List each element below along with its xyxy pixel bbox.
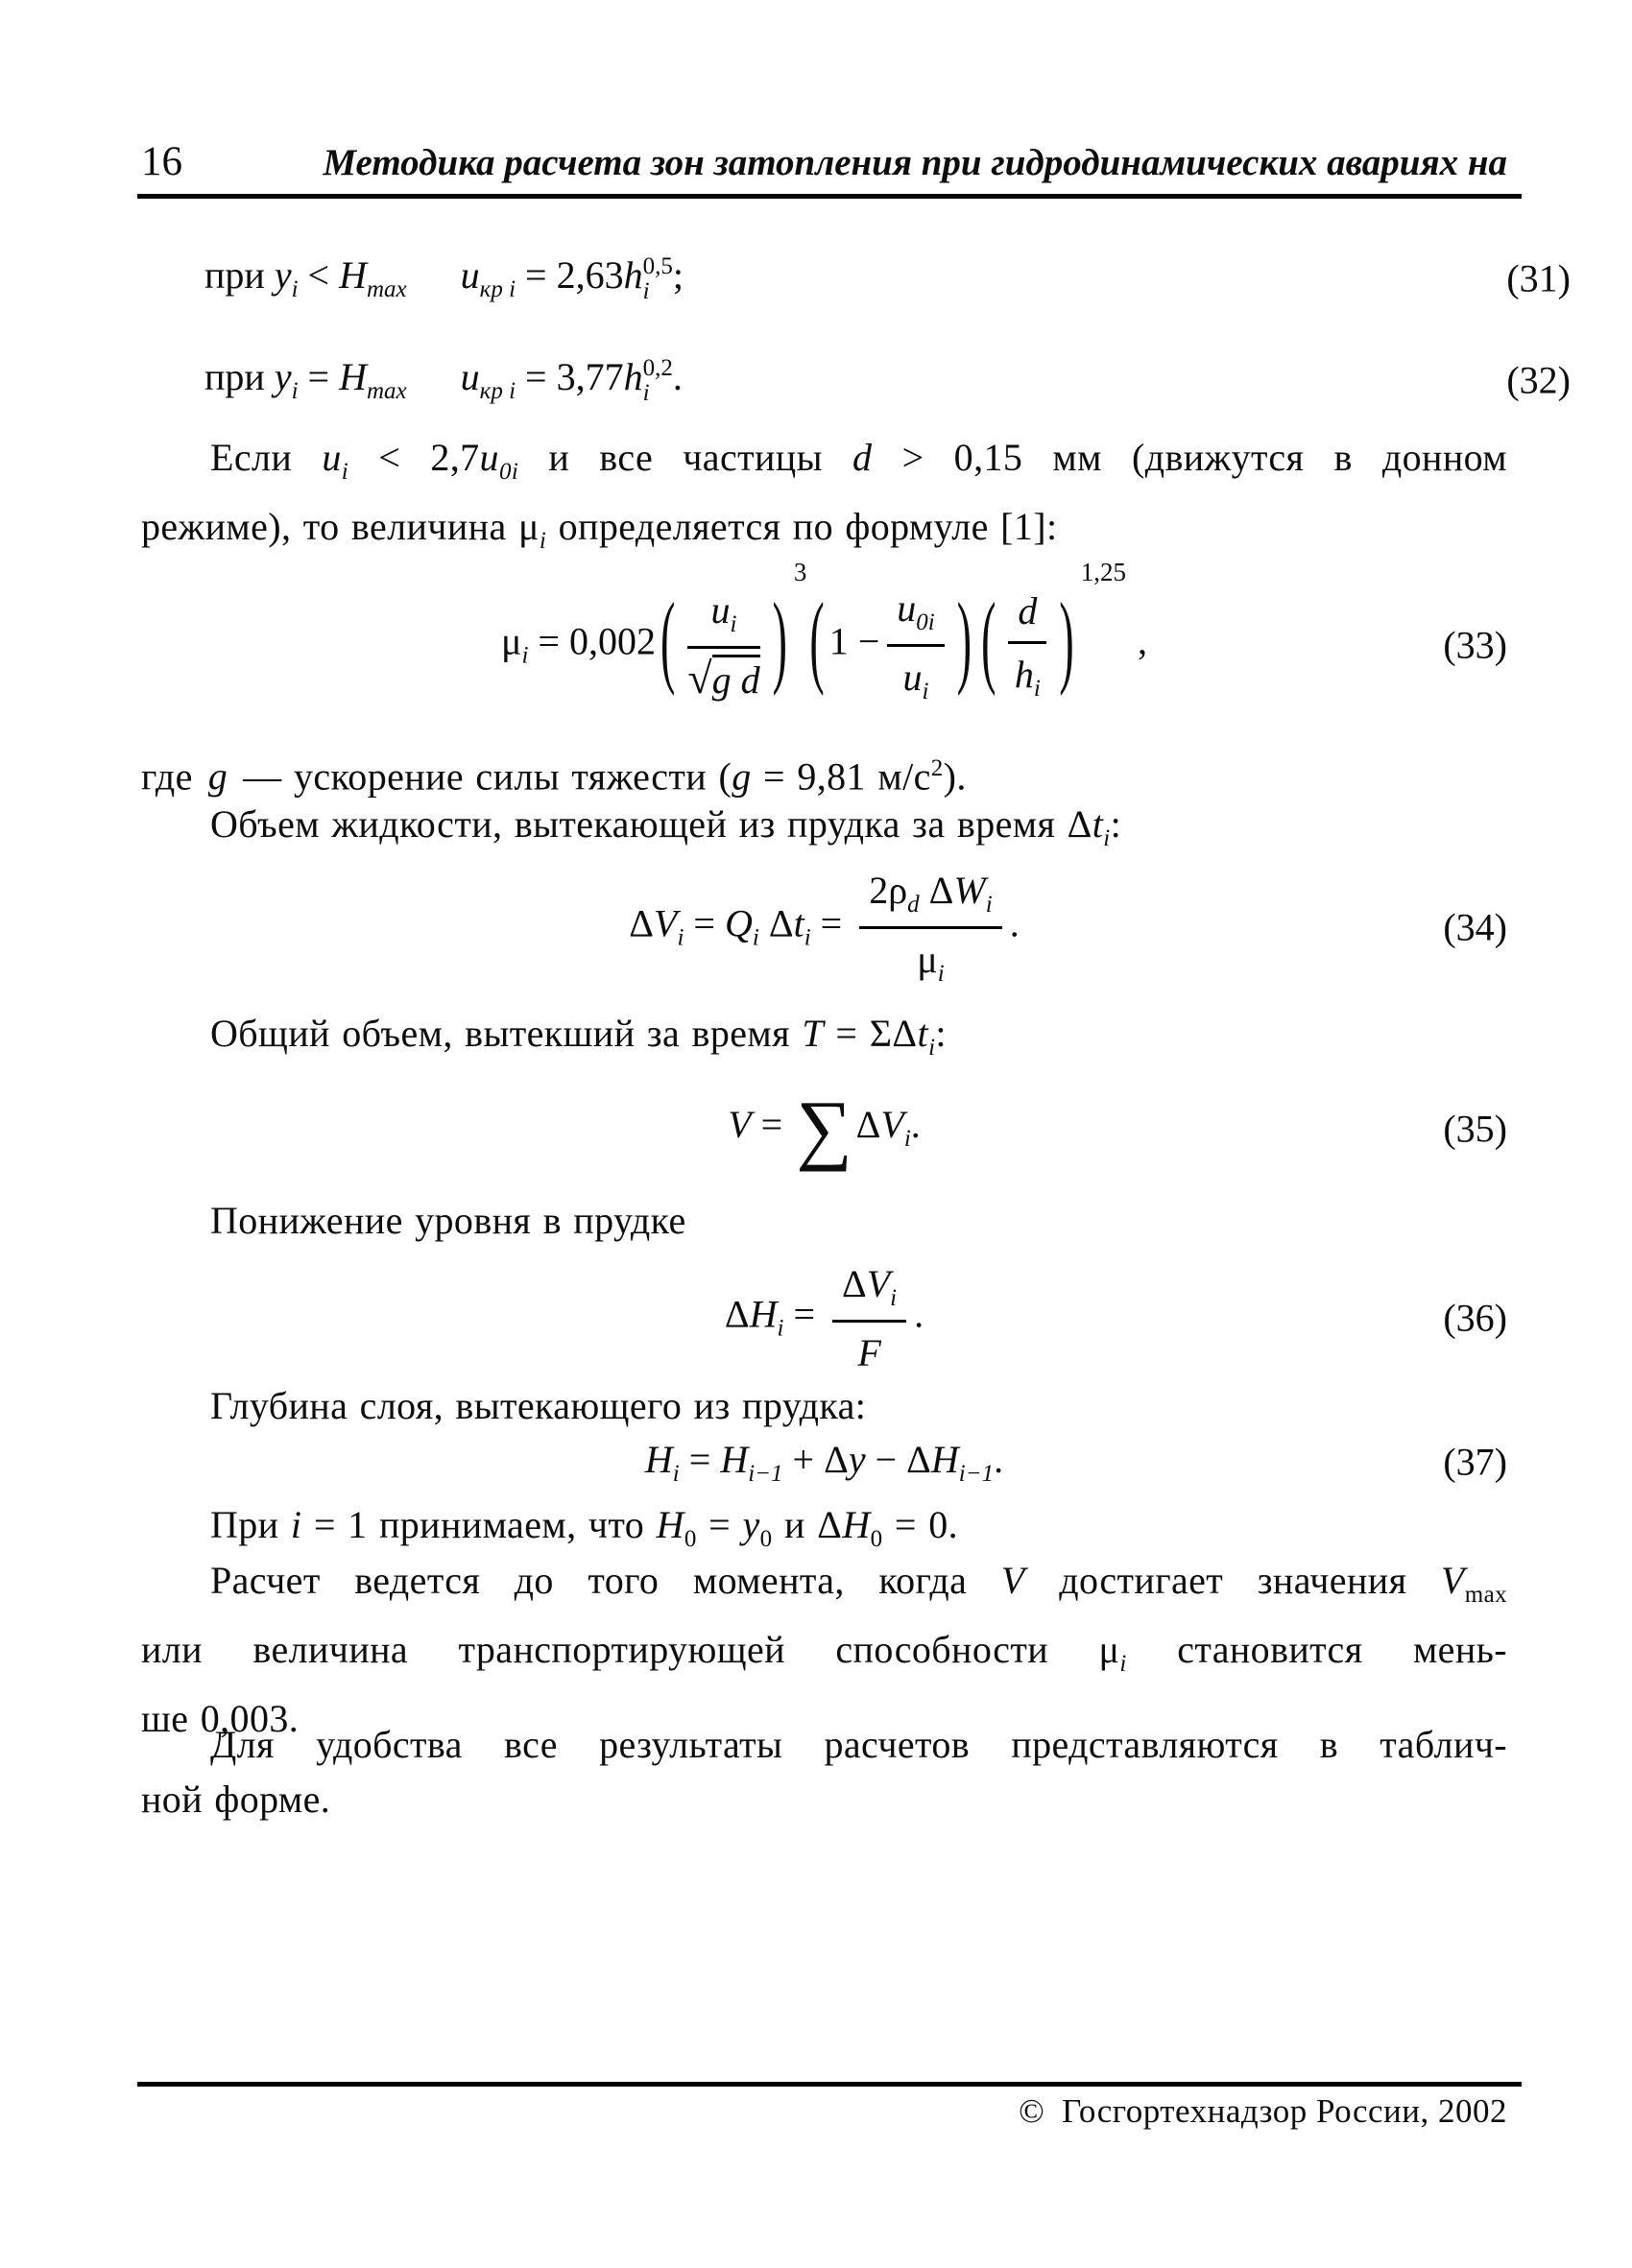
summation-sign: ∑ [796, 1085, 852, 1173]
superscript: 0,2 [642, 354, 673, 381]
equation-32 [141, 330, 1571, 430]
copyright-icon: © [1019, 2092, 1045, 2130]
punctuation: , [1137, 619, 1147, 663]
subscript: max [1464, 1582, 1508, 1608]
var: g [732, 754, 752, 799]
subscript: 0 [759, 1526, 773, 1552]
equation-37 [141, 1424, 1507, 1499]
radical-sign: √ [687, 654, 712, 703]
paragraph-total-volume [141, 1006, 1507, 1075]
equation-36 [141, 1255, 1507, 1380]
punctuation: . [914, 1292, 924, 1336]
var: u [460, 253, 480, 298]
sup-sub-stack [643, 356, 673, 406]
var: h [623, 355, 643, 399]
delta: Δ [892, 1012, 918, 1055]
text-line: Объем жидкости, вытекающей из прудка за время $\Delta t_i$: [210, 802, 1122, 851]
formula [204, 252, 684, 304]
operator: < [298, 253, 340, 298]
page-footer [141, 2092, 1507, 2131]
formula [728, 1085, 921, 1173]
var: V [654, 901, 678, 945]
big-paren: ( [660, 581, 676, 697]
paragraph-gravity [141, 741, 1507, 803]
subscript: i [341, 459, 349, 485]
fraction [687, 587, 759, 703]
formula [204, 354, 683, 406]
operator: = [516, 253, 557, 298]
subscript: кр i [479, 276, 516, 303]
page-header [141, 138, 1507, 185]
subscript: кр i [479, 378, 516, 405]
formula [629, 868, 1019, 988]
subscript: i [1119, 1651, 1127, 1677]
delta: Δ [855, 1103, 881, 1147]
text-line: Для удобства все результаты расчетов представляются в таблич- [210, 1723, 1507, 1766]
operator: = [298, 355, 340, 399]
var: y [848, 1437, 866, 1481]
text-line: Понижение уровня в прудке [210, 1199, 686, 1242]
big-paren: ) [1059, 581, 1074, 697]
subscript: i [291, 276, 299, 303]
fraction-numerator: d [1008, 588, 1046, 644]
superscript: 2 [930, 755, 944, 781]
text-line: Глубина слоя, вытекающего из прудка: [210, 1384, 867, 1427]
subscript: 0 [870, 1526, 883, 1552]
equation-number: (36) [1443, 1296, 1507, 1340]
equation-number: (33) [1443, 623, 1507, 667]
var: h [623, 253, 643, 298]
text-line: Расчет ведется до того момента, когда V достигает значения $V_{max}$ [210, 1559, 1508, 1608]
text-run: при [204, 253, 275, 298]
coefficient: 3,77 [556, 355, 624, 399]
subscript: i [928, 1035, 936, 1061]
subscript: i−1 [958, 1460, 995, 1487]
delta: Δ [629, 901, 655, 945]
subscript: i−1 [748, 1460, 783, 1487]
fraction-denominator: $u_i$ [902, 655, 929, 704]
running-title: Методика расчета зон затопления при гидродинамических авариях на [323, 142, 1507, 183]
var: u [460, 355, 480, 399]
var: i [290, 1503, 302, 1546]
fraction-denominator: $h_i$ [1014, 652, 1041, 702]
radicand: g d [712, 655, 760, 702]
sigma: Σ [869, 1012, 893, 1055]
formula [645, 1437, 1003, 1488]
subscript: i [677, 924, 684, 951]
subscript: max [366, 276, 407, 303]
fraction-denominator: $\mu_i$ [917, 937, 945, 987]
header-rule [137, 194, 1522, 199]
delta: Δ [724, 1292, 750, 1336]
var: y [742, 1503, 760, 1546]
subscript: 0 [684, 1526, 697, 1552]
operator: = 0,002 [528, 619, 656, 663]
var: t [793, 901, 804, 945]
operator: = [516, 355, 557, 399]
subscript: i [642, 379, 650, 406]
equation-number: (32) [1506, 358, 1571, 402]
paragraph-table-note [141, 1717, 1507, 1826]
subscript: i [291, 378, 299, 405]
var: μ [1098, 1628, 1120, 1671]
formula [725, 1261, 924, 1375]
equation-35 [141, 1071, 1507, 1186]
fraction-numerator: $u_{0i}$ [887, 585, 944, 647]
punctuation: . [1009, 901, 1020, 945]
exponent: 1,25 [1080, 557, 1126, 586]
subscript: i [539, 528, 547, 554]
operator: = [679, 1437, 721, 1481]
var: y [274, 355, 292, 399]
text-line: где g — ускорение силы тяжести (g = 9,81 $м/с^2$). [141, 754, 967, 799]
var: H [644, 1437, 673, 1481]
punctuation: . [994, 1437, 1004, 1481]
text-line: ше 0,003. [141, 1697, 300, 1740]
text-line: Если $u_i < 2,7u_{0i}$ и все частицы d > 0,15 мм (движутся в донном [210, 436, 1507, 485]
fraction [859, 868, 1001, 988]
var: H [842, 1503, 871, 1546]
var: H [656, 1503, 684, 1546]
subscript: i [937, 960, 945, 987]
fraction [1008, 588, 1046, 703]
big-paren: ( [981, 581, 996, 697]
text-run: при [204, 355, 275, 399]
var: H [930, 1437, 959, 1481]
subscript: i [752, 924, 759, 951]
fraction [832, 1261, 906, 1375]
subscript: i [1103, 825, 1111, 851]
fraction-denominator [687, 649, 759, 703]
var: t [1092, 802, 1104, 846]
subscript: i [642, 277, 650, 304]
equation-number: (31) [1506, 256, 1571, 300]
fraction [887, 585, 944, 705]
paragraph-level-drop [141, 1193, 1507, 1248]
subscript: i [985, 891, 993, 918]
operator: = [751, 1103, 793, 1147]
equation-number: (34) [1443, 905, 1507, 949]
text-line: ной форме. [141, 1778, 331, 1821]
operator: = [810, 901, 852, 945]
formula [501, 557, 1147, 705]
var: V [728, 1103, 752, 1147]
subscript: 0i [498, 459, 519, 485]
subscript: max [366, 378, 407, 405]
delta: Δ [1067, 802, 1092, 846]
exponent: 3 [793, 557, 807, 586]
var: d [852, 436, 873, 479]
subscript: i [777, 1315, 784, 1342]
var: H [339, 355, 367, 399]
var: T [802, 1012, 824, 1055]
operator: − Δ [865, 1437, 931, 1481]
operator: = [684, 901, 725, 945]
big-paren: ( [809, 581, 825, 697]
fraction-denominator: F [857, 1330, 881, 1374]
operator: = [783, 1292, 825, 1336]
subscript: i [804, 924, 811, 951]
big-paren: ) [772, 581, 787, 697]
superscript: 0,5 [642, 252, 673, 279]
text-line: При i = 1 принимаем, что $H_0 = y_0$ и $\Delta H_0 = 0$. [210, 1503, 959, 1552]
footer-rule [137, 2082, 1522, 2087]
page-number: 16 [141, 139, 182, 184]
var: t [917, 1012, 929, 1055]
fraction-numerator: $u_i$ [687, 587, 759, 649]
var: u [479, 436, 499, 479]
punctuation: . [672, 355, 683, 399]
var: u [322, 436, 342, 479]
sup-sub-stack [643, 254, 673, 304]
punctuation: . [910, 1103, 921, 1147]
var: V [1000, 1559, 1025, 1602]
equation-34 [141, 854, 1507, 1000]
text-line: или величина транспортирующей способности $\mu_i$ становится мень- [141, 1628, 1507, 1677]
big-paren: ) [956, 581, 972, 697]
subscript: i [521, 642, 529, 669]
subscript: i [903, 1126, 911, 1153]
operator: + Δ [782, 1437, 849, 1481]
coefficient: 2,63 [556, 253, 624, 298]
var: Q [724, 901, 753, 945]
fraction-numerator: $\Delta V_i$ [832, 1261, 906, 1323]
text-line: режиме), то величина $\mu_i$ определяется по формуле [1]: [141, 505, 1058, 554]
var: V [880, 1103, 904, 1147]
paragraph-condition [141, 430, 1507, 568]
var: g [207, 754, 228, 799]
var: y [274, 253, 292, 298]
subscript: d [907, 891, 920, 918]
subscript: i [890, 1284, 898, 1311]
delta: Δ [758, 901, 794, 945]
fraction-numerator: $2\rho_d$ $\Delta W_i$ [859, 868, 1001, 929]
copyright-text: Госгортехнадзор России, 2002 [1062, 2092, 1507, 2130]
var: H [339, 253, 367, 298]
var: μ [501, 619, 522, 663]
text-run: 1 − [828, 619, 880, 663]
equation-number: (35) [1443, 1107, 1507, 1151]
punctuation: ; [672, 253, 684, 298]
equation-number: (37) [1443, 1440, 1507, 1484]
var: V [1440, 1559, 1465, 1602]
text-line: Общий объем, вытекший за время T = ΣΔt$_i$: [210, 1012, 947, 1061]
equation-31 [141, 228, 1571, 328]
var: H [749, 1292, 778, 1336]
var: H [720, 1437, 749, 1481]
subscript: i [672, 1460, 680, 1487]
var: μ [518, 505, 540, 548]
equation-33 [141, 553, 1507, 737]
